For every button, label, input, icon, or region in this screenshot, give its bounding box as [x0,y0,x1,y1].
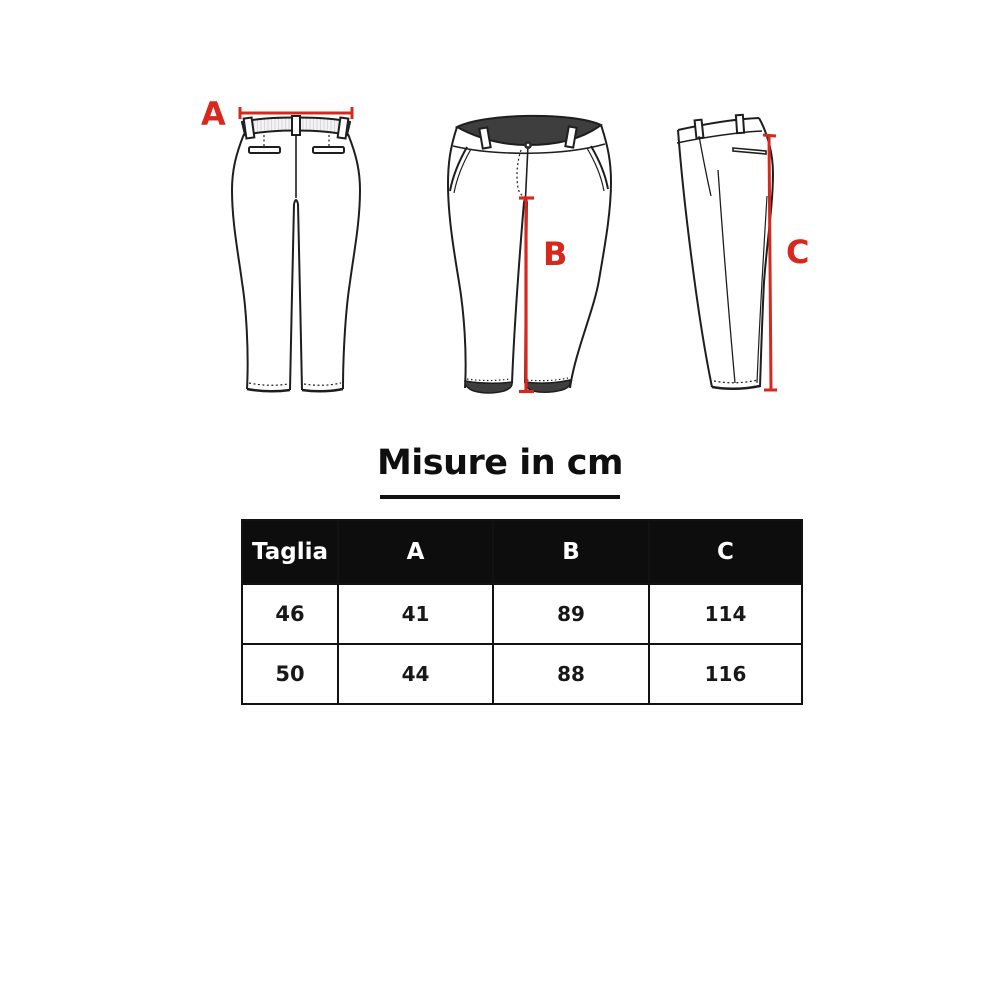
pants-front-view-illustration [445,100,615,400]
back-crotch-arch [294,200,298,204]
side-view-linework [677,115,773,389]
cell-50-c: 116 [649,644,802,704]
front-right-outline [570,125,611,388]
measurement-label-c: C [786,233,810,271]
column-header-c: C [649,520,802,584]
side-hem [712,386,760,389]
back-pocket-left [249,147,280,153]
side-dart-seam [699,136,711,196]
column-header-taglia: Taglia [242,520,338,584]
side-crease-line [718,170,735,383]
back-stitch-left [249,383,288,385]
cell-46-a: 41 [338,584,493,644]
page-title: Misure in cm [376,443,624,483]
back-view-linework [232,116,360,391]
title-underline [380,495,620,499]
cell-50-a: 44 [338,644,493,704]
side-stitch [714,380,758,383]
measurement-label-a: A [201,95,226,133]
table-row-size-50 [242,644,802,704]
front-pocket-right [591,146,608,189]
column-header-a: A [338,520,493,584]
front-inner-left-seam [512,202,524,383]
front-hem-left [465,381,512,393]
table-header-row [242,520,802,584]
back-inner-left-seam [290,204,294,390]
front-stitch-left [467,379,510,381]
cell-46-b: 89 [493,584,649,644]
front-button-hole [527,144,530,147]
back-hem-left [247,389,290,391]
cell-taglia-46: 46 [242,584,338,644]
column-header-b: B [493,520,649,584]
front-view-linework [448,116,611,393]
back-left-outline [232,134,248,389]
pants-back-view-illustration [225,100,415,400]
measurement-label-b: B [543,235,568,273]
side-pocket-welt [733,148,766,154]
side-front-outline [678,130,712,387]
back-stitch-right [304,383,341,385]
side-waist-top [678,118,759,130]
side-waistband-bottom [677,131,762,143]
back-pocket-right [313,147,344,153]
cell-taglia-50: 50 [242,644,338,704]
front-fly-stitch [517,150,525,197]
back-right-outline [343,134,360,389]
size-table [241,519,803,705]
back-hem-right [302,389,343,391]
cell-46-c: 114 [649,584,802,644]
back-inner-right-seam [298,204,302,390]
table-row-size-46 [242,584,802,644]
cell-50-b: 88 [493,644,649,704]
front-pocket-left [450,147,467,191]
pants-side-view-illustration [655,100,790,400]
front-stitch-right [527,378,568,381]
